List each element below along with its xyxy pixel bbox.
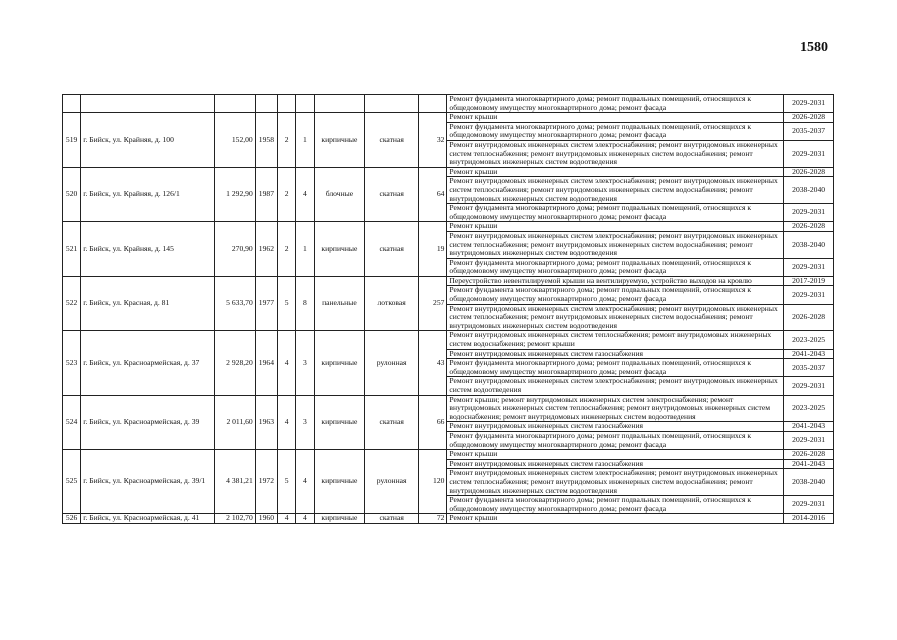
area-cell: 270,90 <box>215 222 256 277</box>
work-type-cell: Ремонт фундамента многоквартирного дома; ремонт подвальных помещений, относящихся к общедомовому имуществу многоквартирного дома; ремонт фасада <box>447 95 784 113</box>
entrances-cell: 4 <box>296 167 314 222</box>
work-type-cell: Ремонт крыши <box>447 514 784 524</box>
year-cell: 1963 <box>255 395 277 450</box>
entrances-cell: 4 <box>296 450 314 514</box>
house-number-cell: 519 <box>63 113 81 168</box>
wall-material-cell: кирпичные <box>314 113 365 168</box>
work-type-cell: Ремонт фундамента многоквартирного дома; ремонт подвальных помещений, относящихся к общедомовому имуществу многоквартирного дома; ремонт фасада <box>447 204 784 222</box>
wall-material-cell: кирпичные <box>314 395 365 450</box>
entrances-cell: 1 <box>296 222 314 277</box>
roof-type-cell: скатная <box>365 395 419 450</box>
apartments-cell: 72 <box>419 514 447 524</box>
table-row <box>63 514 834 524</box>
period-cell: 2029-2031 <box>784 286 834 304</box>
house-number-cell: 523 <box>63 331 81 395</box>
year-cell: 1960 <box>255 514 277 524</box>
apartments-cell <box>419 95 447 113</box>
period-cell: 2029-2031 <box>784 431 834 449</box>
table-row <box>63 331 834 349</box>
entrances-cell: 3 <box>296 395 314 450</box>
address-cell <box>81 95 215 113</box>
wall-material-cell <box>314 95 365 113</box>
work-type-cell: Переустройство невентилируемой крыши на вентилируемую, устройство выходов на кровлю <box>447 276 784 286</box>
work-type-cell: Ремонт внутридомовых инженерных систем электроснабжения; ремонт внутридомовых инженерных систем теплоснабжения; ремонт внутридомовых инженерных систем водоснабжения; ремонт внутридомовых инженерных систем водоотведения <box>447 231 784 258</box>
address-cell: г. Бийск, ул. Красноармейская, д. 37 <box>81 331 215 395</box>
floors-cell: 2 <box>278 113 296 168</box>
period-cell: 2038-2040 <box>784 177 834 204</box>
period-cell: 2026-2028 <box>784 113 834 123</box>
wall-material-cell: кирпичные <box>314 514 365 524</box>
work-type-cell: Ремонт фундамента многоквартирного дома; ремонт подвальных помещений, относящихся к общедомовому имуществу многоквартирного дома; ремонт фасада <box>447 122 784 140</box>
year-cell: 1964 <box>255 331 277 395</box>
address-cell: г. Бийск, ул. Крайняя, д. 145 <box>81 222 215 277</box>
work-type-cell: Ремонт крыши <box>447 450 784 460</box>
entrances-cell: 4 <box>296 514 314 524</box>
period-cell: 2029-2031 <box>784 496 834 514</box>
work-type-cell: Ремонт фундамента многоквартирного дома; ремонт подвальных помещений, относящихся к общедомовому имуществу многоквартирного дома; ремонт фасада <box>447 496 784 514</box>
entrances-cell <box>296 95 314 113</box>
area-cell: 1 292,90 <box>215 167 256 222</box>
apartments-cell: 19 <box>419 222 447 277</box>
year-cell: 1962 <box>255 222 277 277</box>
period-cell: 2029-2031 <box>784 140 834 167</box>
roof-type-cell: лотковая <box>365 276 419 331</box>
floors-cell: 4 <box>278 514 296 524</box>
roof-type-cell: скатная <box>365 514 419 524</box>
entrances-cell: 3 <box>296 331 314 395</box>
floors-cell: 5 <box>278 276 296 331</box>
table-row <box>63 222 834 232</box>
period-cell: 2026-2028 <box>784 222 834 232</box>
period-cell: 2041-2043 <box>784 422 834 432</box>
entrances-cell: 1 <box>296 113 314 168</box>
apartments-cell: 66 <box>419 395 447 450</box>
work-type-cell: Ремонт внутридомовых инженерных систем газоснабжения <box>447 349 784 359</box>
roof-type-cell <box>365 95 419 113</box>
period-cell: 2035-2037 <box>784 359 834 377</box>
floors-cell: 2 <box>278 222 296 277</box>
address-cell: г. Бийск, ул. Крайняя, д. 100 <box>81 113 215 168</box>
work-type-cell: Ремонт внутридомовых инженерных систем электроснабжения; ремонт внутридомовых инженерных систем теплоснабжения; ремонт внутридомовых инженерных систем водоснабжения; ремонт внутридомовых инженерных систем водоотведения <box>447 469 784 496</box>
address-cell: г. Бийск, ул. Крайняя, д. 126/1 <box>81 167 215 222</box>
house-number-cell: 521 <box>63 222 81 277</box>
year-cell: 1972 <box>255 450 277 514</box>
period-cell: 2023-2025 <box>784 395 834 422</box>
period-cell: 2035-2037 <box>784 122 834 140</box>
roof-type-cell: рулонная <box>365 331 419 395</box>
page-number: 1580 <box>800 40 828 55</box>
period-cell: 2014-2016 <box>784 514 834 524</box>
work-type-cell: Ремонт крыши <box>447 113 784 123</box>
table-row <box>63 450 834 460</box>
period-cell: 2029-2031 <box>784 95 834 113</box>
apartments-cell: 64 <box>419 167 447 222</box>
work-type-cell: Ремонт внутридомовых инженерных систем электроснабжения; ремонт внутридомовых инженерных систем водоотведения <box>447 377 784 395</box>
wall-material-cell: кирпичные <box>314 331 365 395</box>
work-type-cell: Ремонт фундамента многоквартирного дома; ремонт подвальных помещений, относящихся к общедомовому имуществу многоквартирного дома; ремонт фасада <box>447 359 784 377</box>
year-cell: 1987 <box>255 167 277 222</box>
roof-type-cell: скатная <box>365 113 419 168</box>
wall-material-cell: панельные <box>314 276 365 331</box>
area-cell: 2 011,60 <box>215 395 256 450</box>
apartments-cell: 32 <box>419 113 447 168</box>
area-cell: 5 633,70 <box>215 276 256 331</box>
area-cell: 4 381,21 <box>215 450 256 514</box>
period-cell: 2029-2031 <box>784 204 834 222</box>
period-cell: 2023-2025 <box>784 331 834 349</box>
area-cell: 2 102,70 <box>215 514 256 524</box>
work-type-cell: Ремонт фундамента многоквартирного дома; ремонт подвальных помещений, относящихся к общедомовому имуществу многоквартирного дома; ремонт фасада <box>447 286 784 304</box>
work-type-cell: Ремонт внутридомовых инженерных систем газоснабжения <box>447 459 784 469</box>
table-row <box>63 395 834 422</box>
house-number-cell: 520 <box>63 167 81 222</box>
work-type-cell: Ремонт фундамента многоквартирного дома; ремонт подвальных помещений, относящихся к общедомовому имуществу многоквартирного дома; ремонт фасада <box>447 431 784 449</box>
period-cell: 2041-2043 <box>784 459 834 469</box>
period-cell: 2029-2031 <box>784 258 834 276</box>
house-number-cell: 526 <box>63 514 81 524</box>
wall-material-cell: кирпичные <box>314 450 365 514</box>
work-type-cell: Ремонт крыши <box>447 222 784 232</box>
period-cell: 2017-2019 <box>784 276 834 286</box>
address-cell: г. Бийск, ул. Красная, д. 81 <box>81 276 215 331</box>
roof-type-cell: скатная <box>365 167 419 222</box>
work-type-cell: Ремонт внутридомовых инженерных систем теплоснабжения; ремонт внутридомовых инженерных систем водоснабжения; ремонт крыши <box>447 331 784 349</box>
work-type-cell: Ремонт внутридомовых инженерных систем электроснабжения; ремонт внутридомовых инженерных систем теплоснабжения; ремонт внутридомовых инженерных систем водоснабжения; ремонт внутридомовых инженерных систем водоотведения <box>447 304 784 331</box>
floors-cell: 5 <box>278 450 296 514</box>
period-cell: 2029-2031 <box>784 377 834 395</box>
apartments-cell: 43 <box>419 331 447 395</box>
capital-repair-table <box>62 94 834 524</box>
address-cell: г. Бийск, ул. Красноармейская, д. 39/1 <box>81 450 215 514</box>
table-row <box>63 167 834 177</box>
work-type-cell: Ремонт крыши; ремонт внутридомовых инженерных систем электроснабжения; ремонт внутридомовых инженерных систем теплоснабжения; ремонт внутридомовых инженерных систем водоснабжения; ремонт внутридомовых инженерных систем водоотведения <box>447 395 784 422</box>
floors-cell: 4 <box>278 395 296 450</box>
wall-material-cell: кирпичные <box>314 222 365 277</box>
work-type-cell: Ремонт внутридомовых инженерных систем газоснабжения <box>447 422 784 432</box>
apartments-cell: 257 <box>419 276 447 331</box>
roof-type-cell: скатная <box>365 222 419 277</box>
house-number-cell: 525 <box>63 450 81 514</box>
floors-cell <box>278 95 296 113</box>
work-type-cell: Ремонт внутридомовых инженерных систем электроснабжения; ремонт внутридомовых инженерных систем теплоснабжения; ремонт внутридомовых инженерных систем водоснабжения; ремонт внутридомовых инженерных систем водоотведения <box>447 177 784 204</box>
apartments-cell: 120 <box>419 450 447 514</box>
area-cell <box>215 95 256 113</box>
period-cell: 2038-2040 <box>784 469 834 496</box>
address-cell: г. Бийск, ул. Красноармейская, д. 41 <box>81 514 215 524</box>
floors-cell: 4 <box>278 331 296 395</box>
floors-cell: 2 <box>278 167 296 222</box>
table-row <box>63 95 834 113</box>
house-number-cell: 524 <box>63 395 81 450</box>
area-cell: 2 928,20 <box>215 331 256 395</box>
wall-material-cell: блочные <box>314 167 365 222</box>
area-cell: 152,00 <box>215 113 256 168</box>
work-type-cell: Ремонт крыши <box>447 167 784 177</box>
period-cell: 2026-2028 <box>784 450 834 460</box>
year-cell: 1958 <box>255 113 277 168</box>
year-cell: 1977 <box>255 276 277 331</box>
entrances-cell: 8 <box>296 276 314 331</box>
table-row <box>63 276 834 286</box>
address-cell: г. Бийск, ул. Красноармейская, д. 39 <box>81 395 215 450</box>
house-number-cell <box>63 95 81 113</box>
table-body <box>63 95 834 524</box>
period-cell: 2038-2040 <box>784 231 834 258</box>
house-number-cell: 522 <box>63 276 81 331</box>
period-cell: 2041-2043 <box>784 349 834 359</box>
year-cell <box>255 95 277 113</box>
period-cell: 2026-2028 <box>784 167 834 177</box>
work-type-cell: Ремонт фундамента многоквартирного дома; ремонт подвальных помещений, относящихся к общедомовому имуществу многоквартирного дома; ремонт фасада <box>447 258 784 276</box>
period-cell: 2026-2028 <box>784 304 834 331</box>
work-type-cell: Ремонт внутридомовых инженерных систем электроснабжения; ремонт внутридомовых инженерных систем теплоснабжения; ремонт внутридомовых инженерных систем водоснабжения; ремонт внутридомовых инженерных систем водоотведения <box>447 140 784 167</box>
roof-type-cell: рулонная <box>365 450 419 514</box>
table-row <box>63 113 834 123</box>
